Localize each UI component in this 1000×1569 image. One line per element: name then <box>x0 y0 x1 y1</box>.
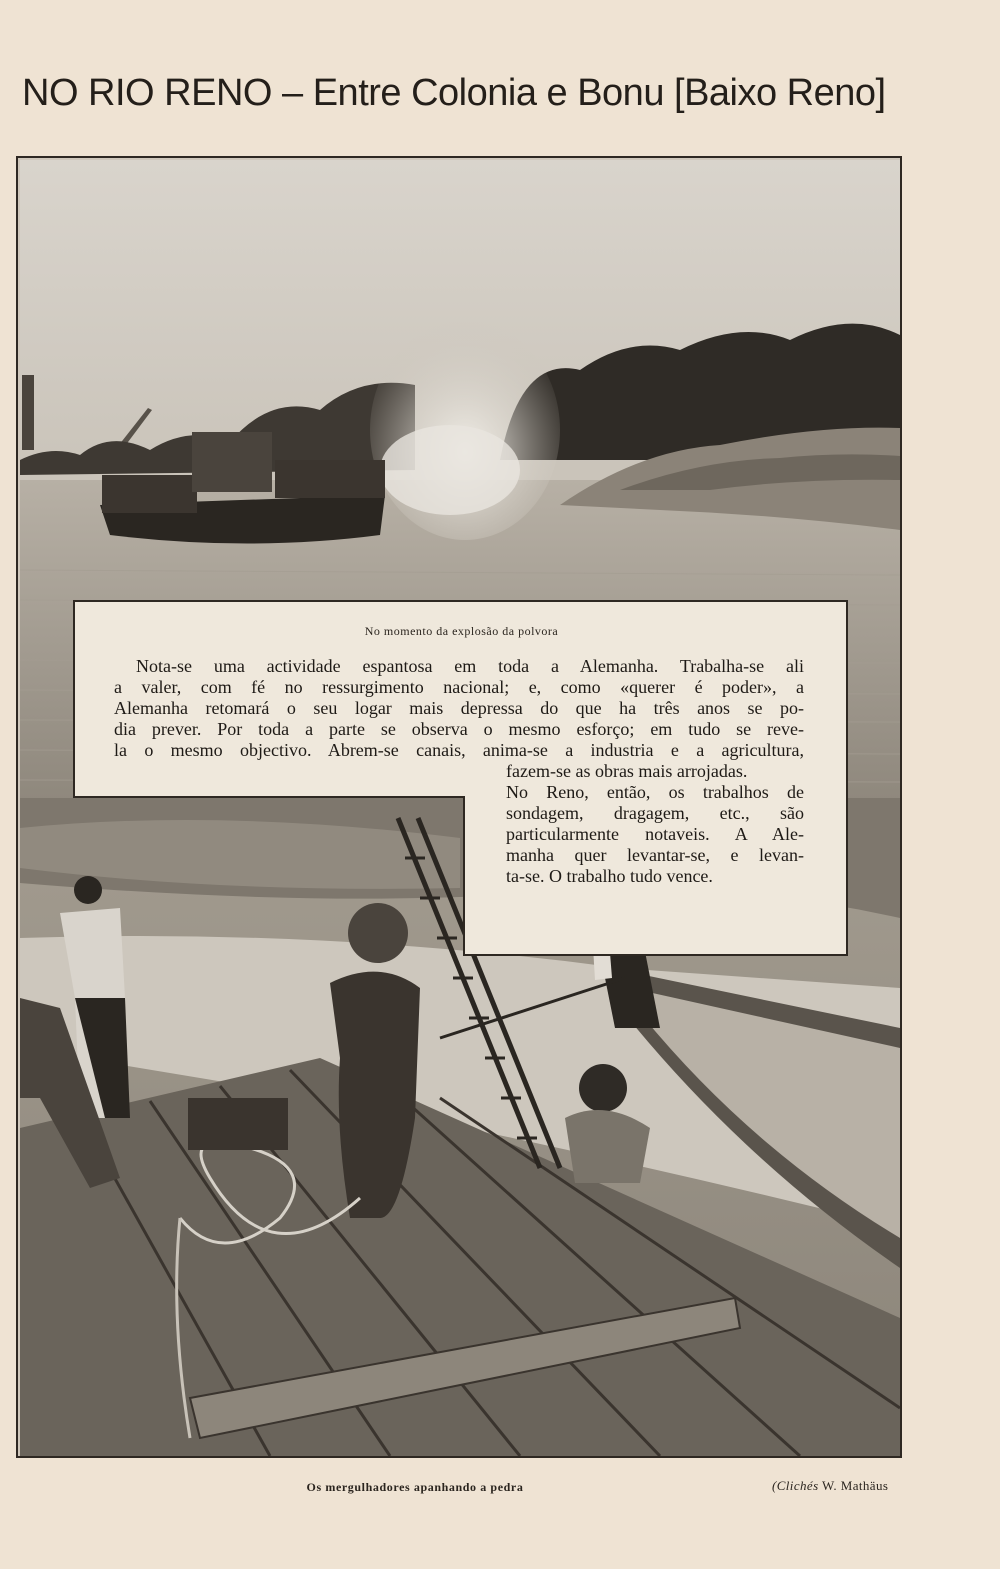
article-line: fazem-se as obras mais arrojadas. <box>506 761 748 781</box>
article-line: Alemanha retomará o seu logar mais depressa do que ha três anos se po- <box>114 698 804 718</box>
article-line: ta-se. O trabalho tudo vence. <box>506 866 713 886</box>
article-line: dia prever. Por toda a parte se observa o mesmo esforço; em tudo se reve- <box>114 719 804 739</box>
article-line: particularmente notaveis. A Ale- <box>506 824 804 844</box>
credit-author: W. Mathäus <box>821 1478 889 1493</box>
article-line: No Reno, então, os trabalhos de <box>506 782 804 802</box>
article-line: a valer, com fé no ressurgimento nacional; e, como «querer é poder», a <box>114 677 804 697</box>
article-line: sondagem, dragagem, etc., são <box>506 803 804 823</box>
article-line: la o mesmo objectivo. Abrem-se canais, anima-se a industria e a agricultura, <box>114 740 804 760</box>
page-title: NO RIO RENO – Entre Colonia e Bonu [Baixo Reno] <box>22 72 886 114</box>
explosion-caption: No momento da explosão da polvora <box>364 624 559 638</box>
divers-caption: Os mergulhadores apanhando a pedra <box>306 1480 524 1494</box>
credit-prefix: (Clichés <box>772 1478 819 1493</box>
article-line: Nota-se uma actividade espantosa em toda a Alemanha. Trabalha-se ali <box>136 656 804 676</box>
article-line: manha quer levantar-se, e levan- <box>506 845 804 865</box>
photo-credit <box>772 1478 888 1494</box>
